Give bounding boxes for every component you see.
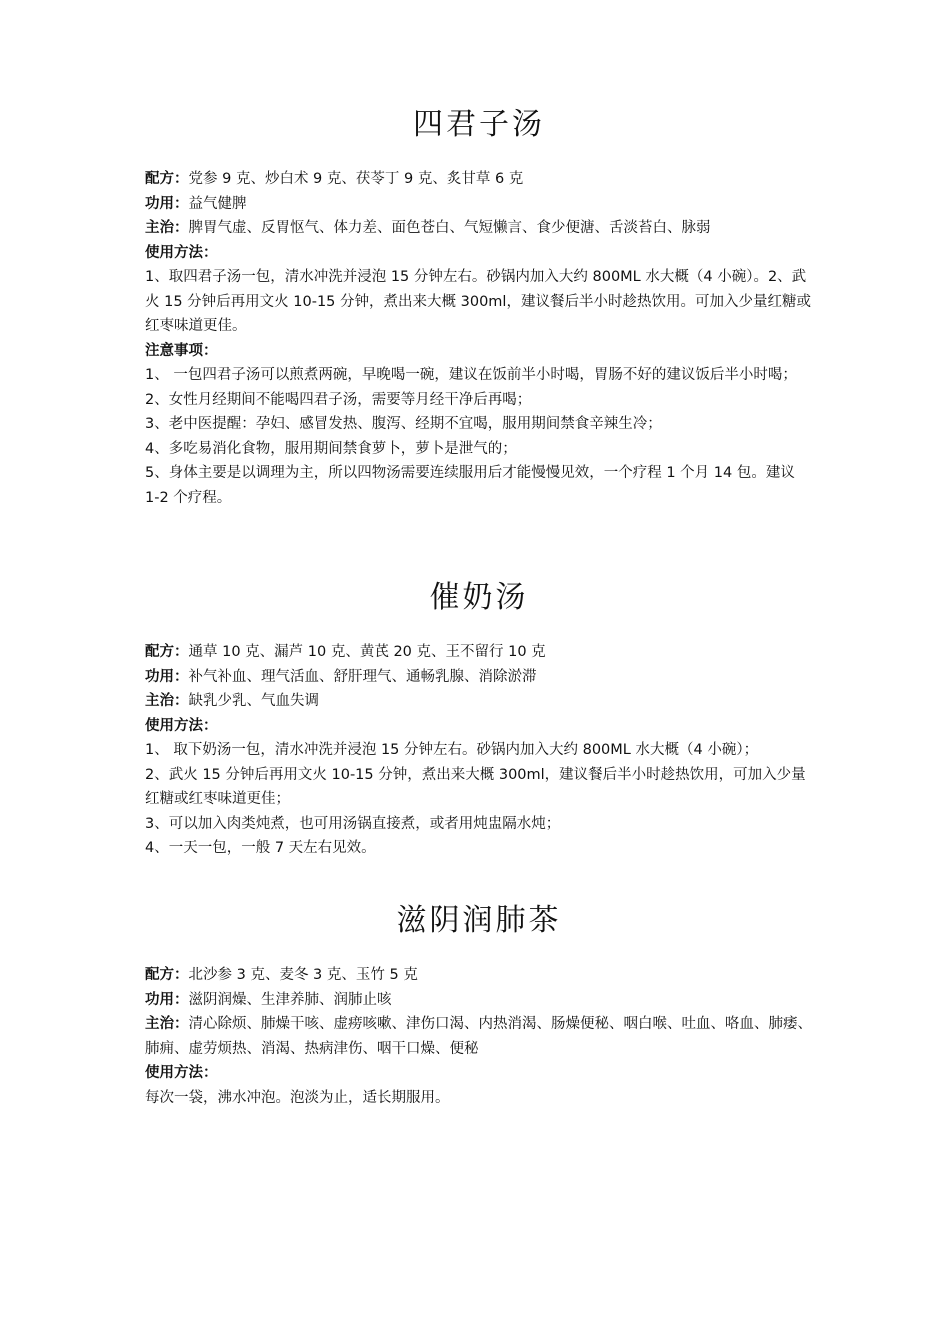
effect-line <box>145 665 813 690</box>
section-title: 滋阴润肺茶 <box>396 903 562 938</box>
usage-item: 1、 取下奶汤一包，清水冲洗并浸泡 15 分钟左右。砂锅内加入大约 800ML 水大概（4 小碗）； <box>145 742 759 758</box>
indication-label: 主治： <box>145 220 189 236</box>
section-title: 四君子汤 <box>413 107 545 142</box>
formula-line <box>145 963 813 988</box>
formula-label: 配方： <box>145 171 189 187</box>
note-item: 2、女性月经期间不能喝四君子汤，需要等月经干净后再喝； <box>145 391 532 408</box>
effect-line <box>145 988 813 1013</box>
usage-item: 3、可以加入肉类炖煮，也可用汤锅直接煮，或者用炖盅隔水炖； <box>145 815 561 832</box>
effect-label: 功用： <box>145 195 189 212</box>
note-item: 1、 一包四君子汤可以煎煮两碗，早晚喝一碗，建议在饭前半小时喝，胃肠不好的建议饭后半小时喝； <box>145 367 797 383</box>
formula-text: 北沙参 3 克、麦冬 3 克、玉竹 5 克 <box>188 967 418 983</box>
usage-text: 每次一袋，沸水冲泡。泡淡为止，适长期服用。 <box>145 1089 450 1106</box>
usage-text: 1、取四君子汤一包，清水冲洗并浸泡 15 分钟左右。砂锅内加入大约 800ML 水大概（4 小碗）。2、武火 15 分钟后再用文火 10-15 分钟，煮出来大概 300ml，建议餐后半小时趁热饮用。可加入少量红糖或红枣味道更佳。 <box>145 269 811 334</box>
formula-label: 配方： <box>145 644 189 660</box>
note-item: 4、多吃易消化食物，服用期间禁食萝卜，萝卜是泄气的； <box>145 440 517 457</box>
effect-label: 功用： <box>145 668 189 685</box>
effect-label: 功用： <box>145 991 189 1008</box>
usage-item: 2、武火 15 分钟后再用文火 10-15 分钟，煮出来大概 300ml，建议餐后半小时趁热饮用，可加入少量红糖或红枣味道更佳； <box>145 766 806 807</box>
formula-label: 配方： <box>145 967 189 983</box>
indication-label: 主治： <box>145 1016 189 1032</box>
indication-line <box>145 216 813 241</box>
formula-text: 通草 10 克、漏芦 10 克、黄芪 20 克、王不留行 10 克 <box>188 644 546 660</box>
formula-line <box>145 167 813 192</box>
notes-label: 注意事项： <box>145 342 218 359</box>
note-item: 5、身体主要是以调理为主，所以四物汤需要连续服用后才能慢慢见效，一个疗程 1 个月 14 包。建议 1-2 个疗程。 <box>145 465 795 506</box>
formula-text: 党参 9 克、炒白术 9 克、茯苓丁 9 克、炙甘草 6 克 <box>188 171 524 187</box>
formula-line <box>145 640 813 665</box>
effect-text: 益气健脾 <box>188 195 247 212</box>
effect-text: 滋阴润燥、生津养肺、润肺止咳 <box>188 991 392 1008</box>
section-title: 催奶汤 <box>429 580 529 615</box>
usage-label: 使用方法： <box>145 1065 218 1081</box>
indication-line <box>145 689 813 714</box>
indication-line <box>145 1012 813 1061</box>
usage-label: 使用方法： <box>145 244 218 261</box>
effect-text: 补气补血、理气活血、舒肝理气、通畅乳腺、消除淤滞 <box>188 668 537 685</box>
indication-label: 主治： <box>145 693 189 709</box>
usage-item: 4、一天一包，一般 7 天左右见效。 <box>145 840 376 856</box>
note-item: 3、老中医提醒：孕妇、感冒发热、腹泻、经期不宜喝，服用期间禁食辛辣生冷； <box>145 416 662 432</box>
indication-text: 缺乳少乳、气血失调 <box>188 693 319 709</box>
usage-label: 使用方法： <box>145 717 218 734</box>
indication-text: 脾胃气虚、反胃怄气、体力差、面色苍白、气短懒言、食少便溏、舌淡苔白、脉弱 <box>188 220 711 236</box>
recipe-section-sijunzi <box>145 97 813 510</box>
recipe-section-cuinai <box>145 570 813 861</box>
effect-line <box>145 192 813 217</box>
indication-text: 清心除烦、肺燥干咳、虚痨咳嗽、津伤口渴、内热消渴、肠燥便秘、咽白喉、吐血、咯血、肺痿、肺痈、虚劳烦热、消渴、热病津伤、咽干口燥、便秘 <box>145 1016 812 1057</box>
recipe-section-ziyin <box>145 893 813 1110</box>
